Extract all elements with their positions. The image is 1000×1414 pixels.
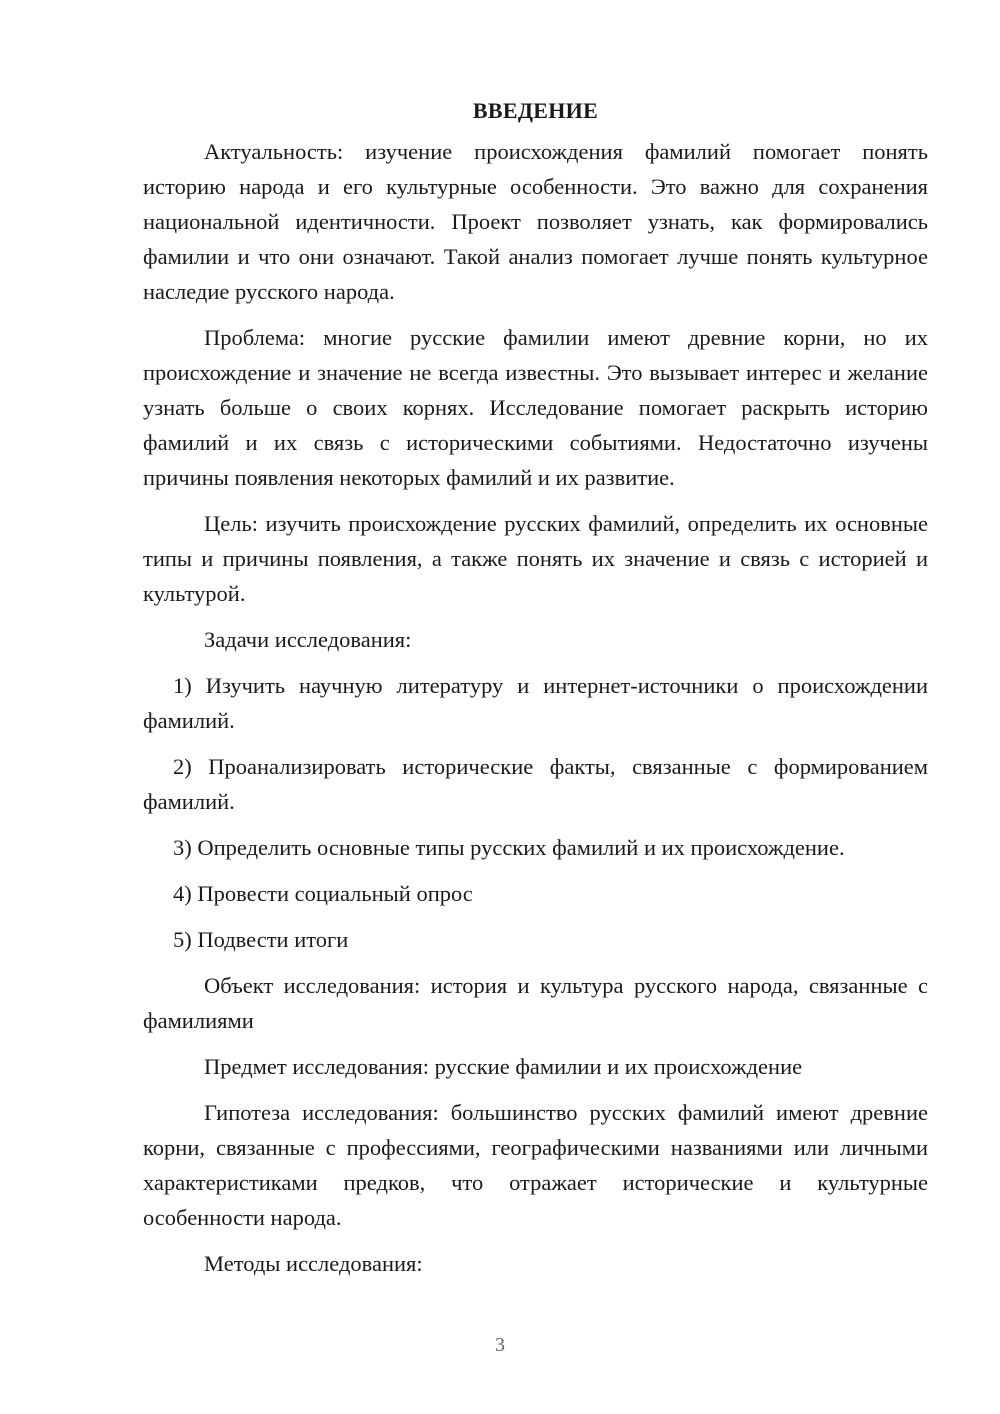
tasks-heading: Задачи исследования: — [204, 627, 412, 652]
task-item-2: 2) Проанализировать исторические факты, связанные с формированием фамилий. — [143, 754, 928, 814]
task-item-1: 1) Изучить научную литературу и интернет-источники о происхождении фамилий. — [143, 673, 928, 733]
task-item-5: 5) Подвести итоги — [173, 927, 349, 952]
object-paragraph: Объект исследования: история и культура русского народа, связанные с фамилиями — [143, 973, 928, 1033]
page-content — [143, 96, 928, 1292]
problem-paragraph: Проблема: многие русские фамилии имеют древние корни, но их происхождение и значение не всегда известны. Это вызывает интерес и желание узнать больше о своих корнях. Исследование помогает раскрыть историю фамилий и их связь с историческими событиями. Недостаточно изучены причины появления некоторых фамилий и их развитие. — [143, 325, 928, 490]
task-item-3: 3) Определить основные типы русских фамилий и их происхождение. — [173, 835, 845, 860]
section-title: ВВЕДЕНИЕ — [472, 98, 599, 123]
task-item-4: 4) Провести социальный опрос — [173, 881, 473, 906]
page-number: 3 — [495, 1334, 505, 1356]
relevance-paragraph: Актуальность: изучение происхождения фамилий помогает понять историю народа и его культурные особенности. Это важно для сохранения национальной идентичности. Проект позволяет узнать, как формировались фамилии и что они означают. Такой анализ помогает лучше понять культурное наследие русского народа. — [143, 139, 928, 304]
subject-paragraph: Предмет исследования: русские фамилии и их происхождение — [204, 1054, 803, 1079]
goal-paragraph: Цель: изучить происхождение русских фамилий, определить их основные типы и причины появления, а также понять их значение и связь с историей и культурой. — [143, 511, 928, 606]
hypothesis-paragraph: Гипотеза исследования: большинство русских фамилий имеют древние корни, связанные с профессиями, географическими названиями или личными характеристиками предков, что отражает исторические и культурные особенности народа. — [143, 1100, 928, 1230]
methods-heading: Методы исследования: — [204, 1251, 423, 1276]
